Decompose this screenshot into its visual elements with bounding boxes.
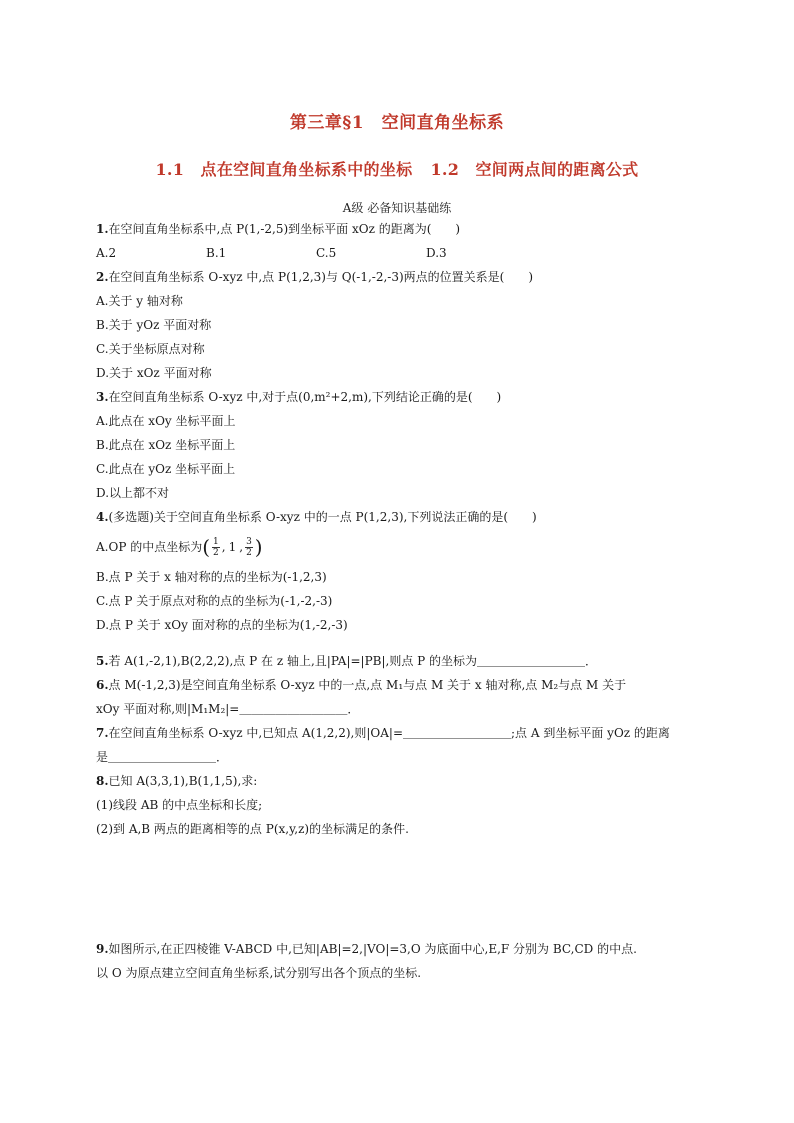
choice-b: B.点 P 关于 x 轴对称的点的坐标为(-1,2,3) <box>96 570 327 584</box>
question-text-cont: xOy 平面对称,则|M₁M₂|=＿＿＿＿＿＿＿＿＿． <box>96 702 360 716</box>
question-text: 若 A(1,-2,1),B(2,2,2),点 P 在 z 轴上,且|PA|=|PB|,则点 P 的坐标为＿＿＿＿＿＿＿＿＿． <box>108 654 598 668</box>
question-text: 在空间直角坐标系 O-xyz 中,点 P(1,2,3)与 Q(-1,-2,-3)两点的位置关系是( ) <box>108 270 534 284</box>
question-number: 2. <box>96 270 109 284</box>
question-2 <box>96 265 716 385</box>
choice-a: A.此点在 xOy 坐标平面上 <box>96 414 236 428</box>
question-number: 3. <box>96 390 109 404</box>
sub-question-1: (1)线段 AB 的中点坐标和长度; <box>96 798 263 812</box>
question-1 <box>96 217 716 265</box>
question-text: 在空间直角坐标系中,点 P(1,-2,5)到坐标平面 xOz 的距离为( ) <box>108 222 461 236</box>
chapter-title: 第三章§1 空间直角坐标系 <box>289 113 505 133</box>
question-number: 4. <box>96 510 109 524</box>
question-text-cont: 以 O 为原点建立空间直角坐标系,试分别写出各个顶点的坐标. <box>96 966 422 980</box>
question-text: 已知 A(3,3,1),B(1,1,5),求: <box>108 774 258 788</box>
choice-c: C.此点在 yOz 坐标平面上 <box>96 462 236 476</box>
question-7 <box>96 721 716 769</box>
fraction: $\frac{3}{2}$ <box>246 536 252 558</box>
question-text-cont: 是＿＿＿＿＿＿＿＿＿． <box>96 750 229 764</box>
choice-a-prefix: A.OP 的中点坐标为 <box>96 540 203 554</box>
choice-b: B.1 <box>206 246 227 260</box>
choice-c: C.点 P 关于原点对称的点的坐标为(-1,-2,-3) <box>96 594 333 608</box>
section-title <box>0 157 794 180</box>
question-text: 在空间直角坐标系 O-xyz 中,对于点(0,m²+2,m),下列结论正确的是( ) <box>108 390 502 404</box>
question-text: 点 M(-1,2,3)是空间直角坐标系 O-xyz 中的一点,点 M₁与点 M 关于 x 轴对称,点 M₂与点 M 关于 <box>108 678 627 692</box>
choice-d: D.3 <box>426 246 447 260</box>
choice-d: D.点 P 关于 xOy 面对称的点的坐标为(1,-2,-3) <box>96 618 348 632</box>
question-3 <box>96 385 716 505</box>
question-number: 5. <box>96 654 109 668</box>
question-6 <box>96 673 716 721</box>
section-title-right: 1.2 空间两点间的距离公式 <box>430 160 639 179</box>
question-text: 如图所示,在正四棱锥 V-ABCD 中,已知|AB|=2,|VO|=3,O 为底面中心,E,F 分别为 BC,CD 的中点. <box>108 942 637 956</box>
choice-b: B.此点在 xOz 坐标平面上 <box>96 438 236 452</box>
choice-d: D.关于 xOz 平面对称 <box>96 366 212 380</box>
question-4 <box>96 505 716 637</box>
section-title-left: 1.1 点在空间直角坐标系中的坐标 <box>155 160 413 179</box>
choice-a: A.关于 y 轴对称 <box>96 294 183 308</box>
question-number: 1. <box>96 222 109 236</box>
question-number: 7. <box>96 726 109 740</box>
question-text: 在空间直角坐标系 O-xyz 中,已知点 A(1,2,2),则|OA|=＿＿＿＿＿＿＿＿＿;点 A 到坐标平面 yOz 的距离 <box>108 726 670 740</box>
question-9 <box>96 937 716 985</box>
choice-b: B.关于 yOz 平面对称 <box>96 318 212 332</box>
fraction: $\frac{1}{2}$ <box>213 536 219 558</box>
choice-c: C.关于坐标原点对称 <box>96 342 205 356</box>
level-heading: A级 必备知识基础练 <box>342 201 452 215</box>
question-number: 6. <box>96 678 109 692</box>
question-text: (多选题)关于空间直角坐标系 O-xyz 中的一点 P(1,2,3),下列说法正确的是( ) <box>108 510 537 524</box>
question-5 <box>96 649 716 673</box>
question-number: 8. <box>96 774 109 788</box>
choice-d: D.以上都不对 <box>96 486 170 500</box>
choice-a: A.OP 的中点坐标为 ( $\frac{1}{2}$ , 1 , $\frac{3}{2}$ ) <box>96 535 263 559</box>
choices <box>96 241 716 265</box>
sub-question-2: (2)到 A,B 两点的距离相等的点 P(x,y,z)的坐标满足的条件. <box>96 822 409 836</box>
question-8 <box>96 769 716 841</box>
choice-a: A.2 <box>96 246 117 260</box>
choice-c: C.5 <box>316 246 337 260</box>
question-number: 9. <box>96 942 109 956</box>
